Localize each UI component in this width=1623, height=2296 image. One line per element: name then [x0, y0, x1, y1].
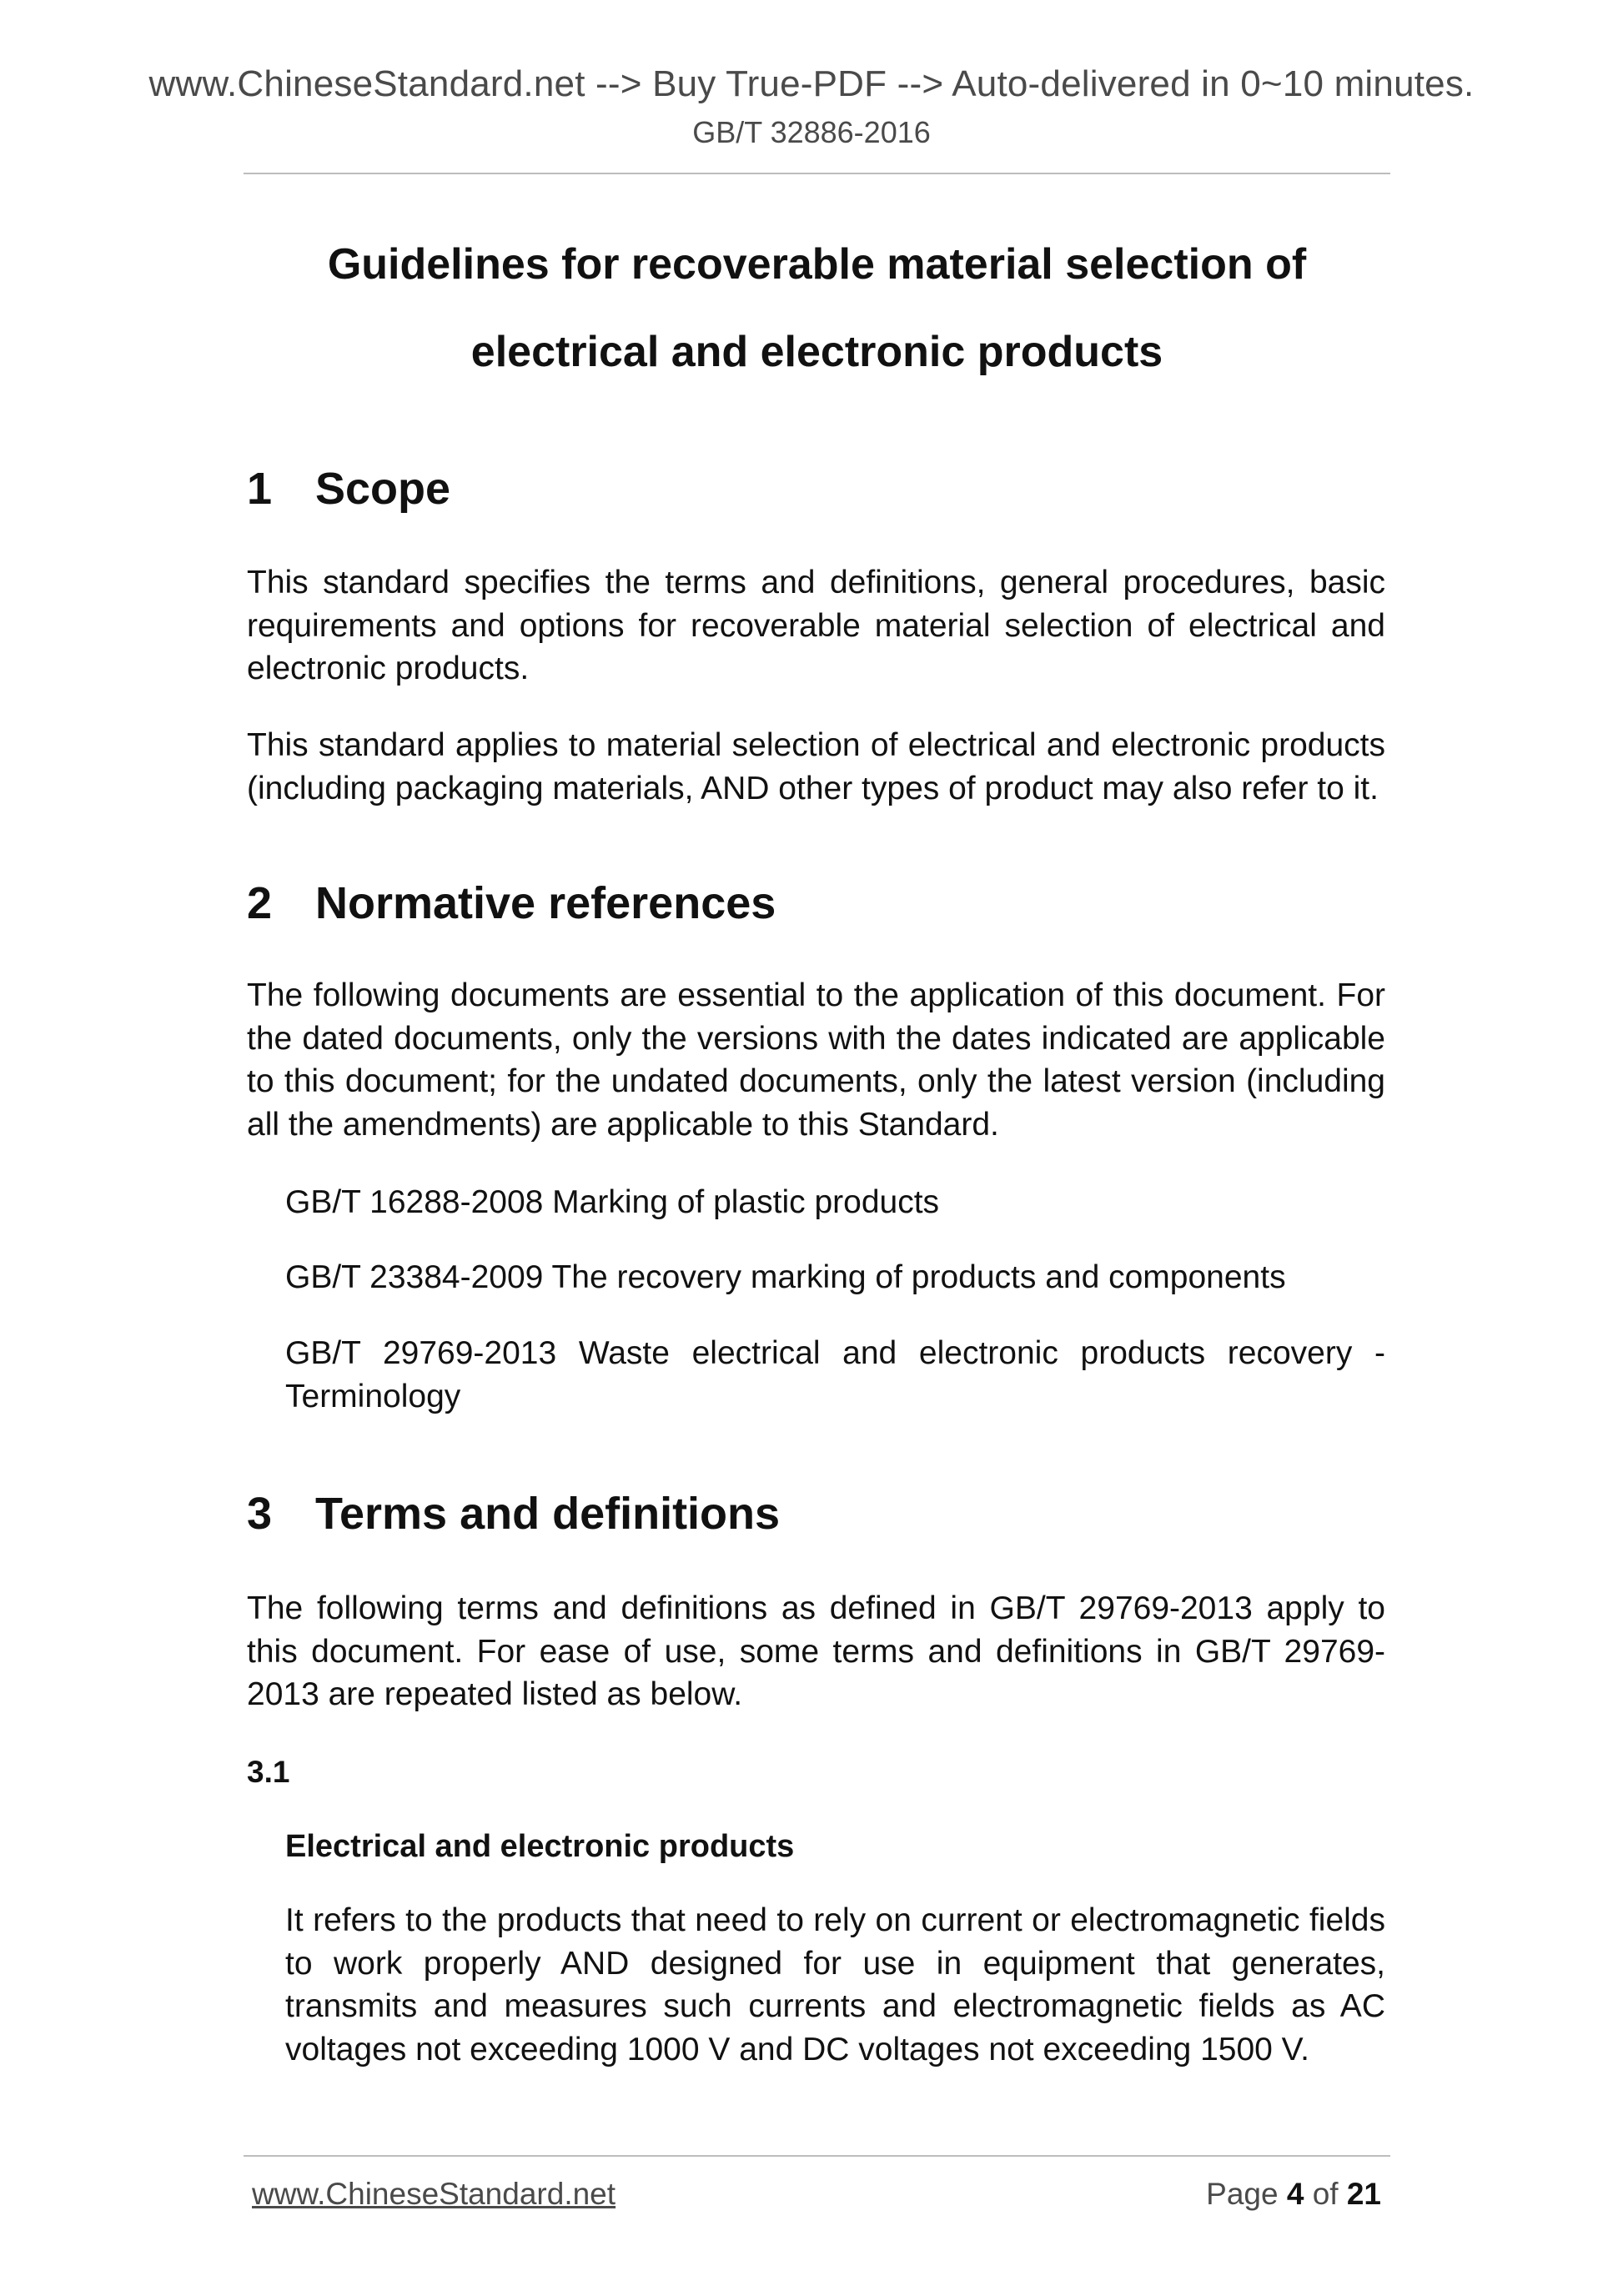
reference-item: GB/T 16288-2008 Marking of plastic products: [285, 1184, 940, 1220]
header-banner: www.ChineseStandard.net --> Buy True-PDF --> Auto-delivered in 0~10 minutes.: [148, 63, 1475, 104]
section-heading-scope: [247, 463, 450, 515]
page-number: [1206, 2177, 1381, 2212]
scope-paragraph-2: This standard applies to material selection of electrical and electronic products (including packaging materials, AND other types of product may also refer to it.: [247, 727, 1385, 806]
section-number: 3: [247, 1489, 273, 1539]
document-title-line1: Guidelines for recoverable material selection of: [327, 240, 1307, 289]
reference-item: GB/T 29769-2013 Waste electrical and electronic products recovery - Terminology: [285, 1335, 1385, 1414]
header-divider: [244, 173, 1390, 174]
document-title-line2: electrical and electronic products: [470, 328, 1163, 376]
subsection-number: 3.1: [247, 1755, 290, 1789]
term-definition: It refers to the products that need to rely on current or electromagnetic fields to work properly AND designed for use in equipment that generates, transmits and measures such currents and electromagnetic fields as AC voltages not exceeding 1000 V and DC voltages not exceeding 1500 V.: [285, 1902, 1385, 2067]
section-title: Scope: [315, 464, 451, 514]
section-heading-terms-and-definitions: [247, 1488, 780, 1540]
page-label: Page: [1206, 2177, 1279, 2211]
current-page: 4: [1286, 2177, 1304, 2211]
scope-paragraph-1: This standard specifies the terms and definitions, general procedures, basic requirements and options for recoverable material selection of electrical and electronic products.: [247, 565, 1385, 686]
section-title: Normative references: [315, 878, 776, 928]
footer-divider: [244, 2155, 1390, 2157]
section-number: 1: [247, 464, 273, 514]
normative-paragraph: The following documents are essential to the application of this document. For the dated documents, only the versions with the dates indicated are applicable to this document; for the undated documents, only the latest version (including all the amendments) are applicable to this Standard.: [247, 977, 1385, 1143]
section-number: 2: [247, 878, 273, 928]
footer-website-link[interactable]: www.ChineseStandard.net: [252, 2177, 616, 2211]
standard-code: GB/T 32886-2016: [692, 115, 931, 149]
reference-item: GB/T 23384-2009 The recovery marking of products and components: [285, 1259, 1286, 1295]
term-heading: Electrical and electronic products: [285, 1829, 795, 1864]
total-pages: 21: [1346, 2177, 1381, 2211]
page-of-label: of: [1312, 2177, 1339, 2211]
terms-paragraph: The following terms and definitions as defined in GB/T 29769-2013 apply to this document. For ease of use, some terms and definitions in GB/T 29769-2013 are repeated listed as below.: [247, 1590, 1385, 1712]
section-title: Terms and definitions: [315, 1489, 781, 1539]
section-heading-normative-references: [247, 877, 776, 929]
